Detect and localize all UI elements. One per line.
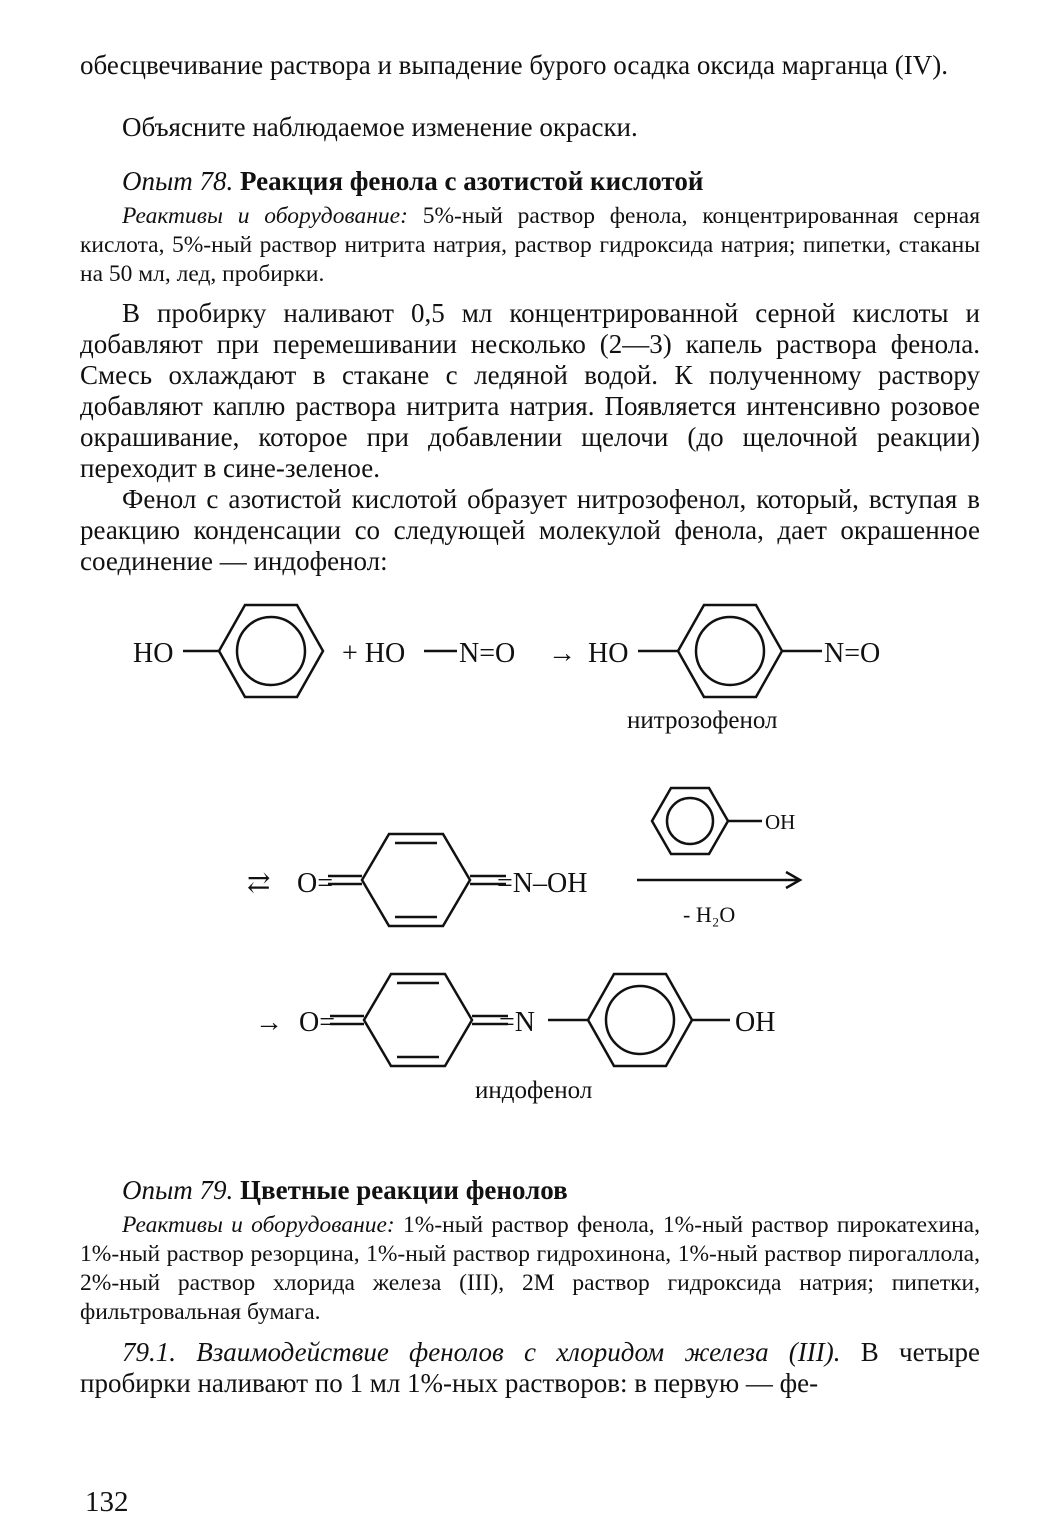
nitrosophenol-ring <box>678 605 782 697</box>
phenol-ring <box>219 605 323 697</box>
experiment-79-heading <box>80 1175 980 1206</box>
nitrosophenol-caption: нитрозофенол <box>627 707 778 734</box>
phenol-small-oh-label: OH <box>765 810 796 834</box>
phenol-aromatic-circle <box>237 617 305 685</box>
minus-water-label: - H₂O <box>683 902 736 927</box>
nitrous-acid-ho-label: + HO <box>342 638 406 669</box>
nitrous-acid-no-label: N=O <box>459 638 516 669</box>
indophenol-aromatic-circle <box>606 986 674 1054</box>
nitrosophenol-aromatic-circle <box>696 617 764 685</box>
experiment-79-reagents <box>80 1211 980 1327</box>
phenol-ho-label: HO <box>133 638 174 669</box>
indophenol-aromatic-ring <box>588 974 692 1066</box>
quinone-oxime-noh-label: =N–OH <box>497 868 588 899</box>
indophenol-caption: индофенол <box>475 1077 593 1104</box>
experiment-78-procedure: В пробирку наливают 0,5 мл концентрированной серной кислоты и добавляют при перемешивании несколько (2—3) капель раствора фенола. Смесь охлаждают в стакане с ледяной водой. К полученному раствору добавляют каплю раствора нитрита натрия. Появляется интенсивно розовое окрашивание, которое при добавлении щелочи (до щелочной реакции) переходит в сине-зеленое. <box>80 298 980 483</box>
subsection-79-1-title: 79.1. Взаимодействие фенолов с хлоридом железа (III). <box>122 1337 841 1367</box>
indophenol-n-label: =N <box>499 1007 536 1038</box>
reaction-arrow-2: → <box>255 1007 283 1038</box>
experiment-79-title: Цветные реакции фенолов <box>240 1175 568 1205</box>
paragraph-explain: Объясните наблюдаемое изменение окраски. <box>122 112 638 142</box>
experiment-78-explanation: Фенол с азотистой кислотой образует нитрозофенол, который, вступая в реакцию конденсации со следующей молекулой фенола, дает окрашенное соединение — индофенол: <box>80 484 980 576</box>
reaction-arrow-1: → <box>548 638 576 669</box>
subsection-79-1-text: В четыре пробирки наливают по 1 мл 1%-ных растворов: в первую — фе- <box>80 1337 981 1398</box>
paragraph-intro: обесцвечивание раствора и выпадение бурого осадка оксида марганца (IV). <box>80 50 949 80</box>
experiment-78-title: Реакция фенола с азотистой кислотой <box>240 166 704 196</box>
reagents-label-79: Реактивы и оборудование: <box>122 1212 395 1238</box>
quinone-oxime-ring <box>362 834 470 926</box>
experiment-78-number: Опыт 78. <box>122 166 234 196</box>
equilibrium-arrow: ⇄ <box>247 868 271 899</box>
reagents-label: Реактивы и оборудование: <box>122 203 408 229</box>
reagents-text: 5%-ный раствор фенола, концентрированная серная кислота, 5%-ный раствор нитрита натрия, раствор гидроксида натрия; пипетки, стаканы на 50 мл, лед, пробирки. <box>80 203 980 287</box>
nitrosophenol-no-label: N=O <box>824 638 881 669</box>
page-number: 132 <box>85 1486 129 1518</box>
phenol-small-circle <box>667 798 713 844</box>
indophenol-oh-label: OH <box>735 1007 776 1038</box>
reagents-text-79: 1%-ный раствор фенола, 1%-ный раствор пирокатехина, 1%-ный раствор резорцина, 1%-ный раствор гидрохинона, 1%-ный раствор пирогаллола, 2%-ный раствор хлорида железа (III), 2М раствор гидроксида натрия; пипетки, фильтровальная бумага. <box>80 1212 980 1325</box>
indophenol-o-label: O= <box>299 1007 336 1038</box>
indophenol-quinone-ring <box>364 974 472 1066</box>
experiment-79-1-paragraph <box>80 1337 980 1399</box>
experiment-79-number: Опыт 79. <box>122 1175 234 1205</box>
nitrosophenol-ho-label: HO <box>588 638 629 669</box>
quinone-oxime-o-label: O= <box>297 868 334 899</box>
